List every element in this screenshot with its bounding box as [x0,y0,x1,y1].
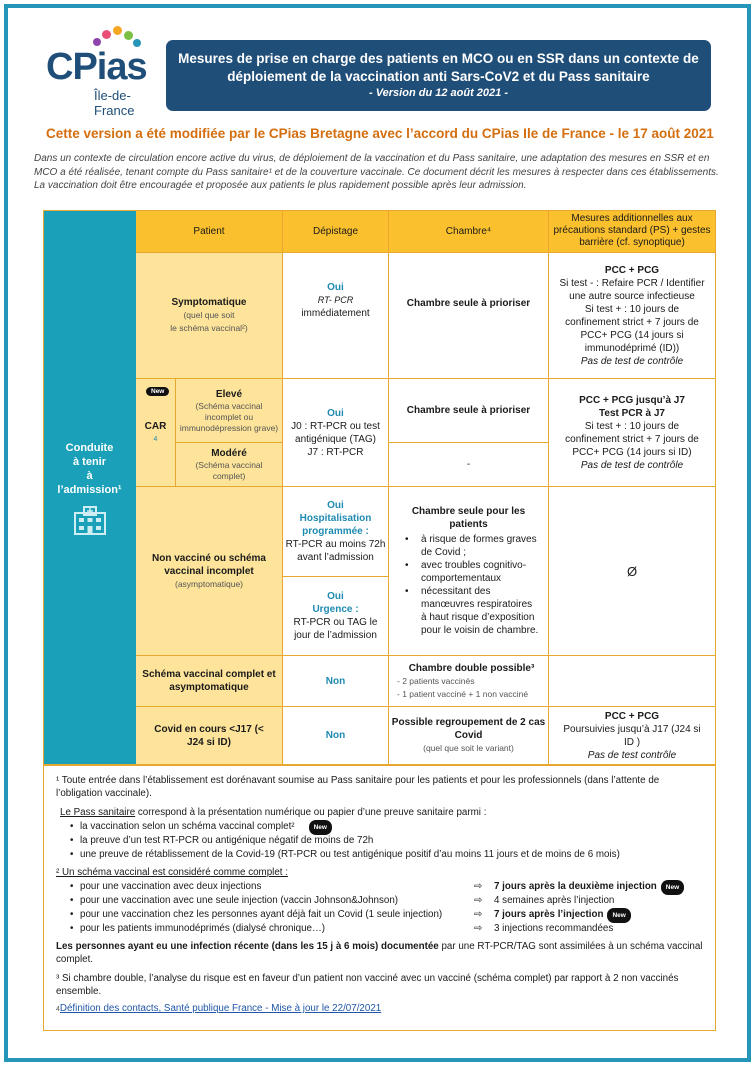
car-modere-sub: (Schéma vaccinal complet) [195,460,263,481]
logo-text: CPias [46,46,147,88]
row-complet-mesures [549,656,716,707]
recent-infection-note [44,940,715,966]
footnote-3: ³ Si chambre double, l’analyse du risque est en faveur d’un patient non vacciné avec un vacciné (schéma complet) par rapport à 2 non vaccinés ensemble. [56,973,679,997]
depistage-type: Urgence : [312,604,359,615]
car-label: CAR [144,420,167,432]
depistage-detail: RT-PCR ou TAG le jour de l’admission [293,617,378,641]
side-label-line: Conduite [65,441,114,454]
new-badge-text: New [146,387,169,396]
list-item: • à risque de formes graves de Covid ; [405,534,537,558]
footnote-1: ¹ Toute entrée dans l’établissement est dorénavant soumise au Pass sanitaire pour les patients et pour les professionnels (dans l’attente de l’obligation vaccinale). [56,775,660,799]
car-eleve-sub: (Schéma vaccinal incomplet ou immunodépression grave) [179,400,279,433]
patient-sublabel: (asymptomatique) [174,578,244,589]
logo-subtext: Île-de-France [94,88,135,118]
new-badge [146,380,169,398]
depistage-oui: Oui [327,500,344,511]
pass-item: • la preuve d’un test RT-PCR ou antigénique négatif de moins de 72h [70,835,374,846]
schema-result: 7 jours après la deuxième injection [494,881,657,892]
row-nonvaccine-chambre [389,487,549,656]
chambre-title: Chambre double possible³ [408,662,535,674]
chambre-option: - 1 patient vacciné + 1 non vacciné [397,688,529,699]
schema-item: • pour une vaccination avec deux injections ⇨ 7 jours après la deuxième injection New [44,880,715,893]
mesure-line: Pas de test de contrôle [580,355,684,367]
pass-sanitaire-title: Le Pass sanitaire [60,807,136,818]
row-car-eleve [176,379,283,443]
depistage-oui: Oui [327,591,344,602]
row-covid-chambre [389,707,549,765]
pass-item: • une preuve de rétablissement de la Covid-19 (RT-PCR ou test antigénique positif d’au moins 11 jours et de moins de 6 mois) [70,849,620,860]
footnotes [43,765,716,1031]
side-label [43,210,136,765]
row-car-modere [176,443,283,487]
depistage-oui: Oui [327,282,344,293]
mesure-line: Pas de test contrôle [587,749,677,761]
row-nonvaccine-patient [136,487,283,656]
row-covid-patient: Covid en cours <J17 (< J24 si ID) [136,707,283,765]
contacts-definition-link[interactable]: Définition des contacts, Santé publique France - Mise à jour le 22/07/2021 [59,1003,382,1014]
chambre-option: - 2 patients vaccinés [397,675,475,686]
patient-label: Symptomatique [171,297,247,308]
row-complet-depistage: Non [283,656,389,707]
mesure-line: PCC + PCG [604,264,660,276]
row-car-mesures [549,379,716,487]
row-covid-depistage: Non [283,707,389,765]
car-modere-label: Modéré [211,448,247,459]
footnote-4-num: 4 [56,1006,60,1013]
mesure-line: Poursuivies jusqu’à J17 (J24 si ID ) [563,723,701,748]
mesure-line: Pas de test de contrôle [580,459,684,471]
row-covid-mesures [549,707,716,765]
title-line-1: Mesures de prise en charge des patients en MCO ou en SSR dans un contexte de [178,51,699,66]
schema-complet-title: ² Un schéma vaccinal est considéré comme complet : [56,867,288,878]
row-nonvaccine-depistage-urgence [283,577,389,656]
depistage-j0: J0 : RT-PCR ou test antigénique (TAG) [291,420,380,445]
row-symptomatique-depistage [283,253,389,379]
schema-item: • pour une vaccination chez les personnes ayant déjà fait un Covid (1 seule injection) ⇨ 7 jours après l’injection New [44,908,715,921]
row-symptomatique-chambre: Chambre seule à prioriser [389,253,549,379]
car-eleve-label: Elevé [215,388,243,400]
schema-result: 4 semaines après l’injection [494,895,615,906]
chambre-list [397,533,540,637]
list-item: • avec troubles cognitivo-comportementaux [405,560,527,584]
mesure-line: PCC + PCG [604,710,660,722]
row-nonvaccine-mesures: Ø [549,487,716,656]
pass-item: • la vaccination selon un schéma vaccinal complet² New [44,820,715,835]
title-version: - Version du 12 août 2021 - [369,87,508,99]
mesure-line: Si test + : 10 jours de confinement strict + 7 jours de PCC+ PCG (14 jours si immunodéprimé (ID)) [565,303,699,354]
chambre-sub: (quel que soit le variant) [423,743,514,753]
depistage-j7: J7 : RT-PCR [307,446,364,458]
side-label-line: l’admission¹ [57,483,122,496]
header-chambre: Chambre⁴ [389,210,549,253]
pass-sanitaire-intro [44,806,715,819]
new-badge: New [661,880,684,895]
pass-sanitaire-desc: correspond à la présentation numérique ou papier d’une preuve sanitaire parmi : [135,807,487,818]
intro-paragraph: Dans un contexte de circulation encore active du virus, de déploiement de la vaccination et du Pass sanitaire, une adaptation des mesures en SSR et en MCO a été réalisée, tenant compte du Pass sanitaire¹ et de la couverture vaccinale. Ce document décrit les mesures à respecter dans ces établissements. La vaccination doit être encouragée et proposée aux patients le plus rapidement possible après leur admission. [34,153,719,191]
header-patient: Patient [136,210,283,253]
new-badge: New [607,908,630,923]
row-nonvaccine-depistage-programmee [283,487,389,577]
measures-table [43,210,716,765]
recent-infection-rest: par une RT-PCR/TAG sont assimilées à un schéma vaccinal complet. [56,941,703,965]
side-label-line: à [86,469,93,482]
title-banner [166,40,711,111]
new-badge: New [309,820,332,835]
mesure-line: Test PCR à J7 [599,407,665,419]
depistage-test: RT- PCR [317,295,354,305]
chambre-title: Possible regroupement de 2 cas Covid [391,717,546,741]
recent-infection-bold: Les personnes ayant eu une infection récente (dans les 15 j à 6 mois) documentée [56,941,439,952]
depistage-timing: immédiatement [301,308,370,319]
schema-item: • pour les patients immunodéprimés (dialysé chronique…) ⇨ 3 injections recommandées [70,923,614,934]
title-line-2: déploiement de la vaccination anti Sars-CoV2 et du Pass sanitaire [227,69,650,84]
mesure-line: PCC + PCG jusqu’à J7 [579,394,685,406]
row-car-depistage [283,379,389,487]
cpias-logo [46,30,156,118]
row-symptomatique-patient [136,253,283,379]
modification-note: Cette version a été modifiée par le CPias Bretagne avec l’accord du CPias Ile de France - le 17 août 2021 [46,126,714,141]
car-footnote: 4 [153,435,158,443]
row-complet-patient: Schéma vaccinal complet et asymptomatique [136,656,283,707]
row-car-chambre: Chambre seule à prioriser [389,379,549,443]
patient-sublabel: le schéma vaccinal²) [170,323,248,333]
schema-result: 7 jours après l’injection [494,909,604,920]
schema-item: • pour une vaccination avec une seule injection (vaccin Johnson&Johnson) ⇨ 4 semaines après l’injection [70,895,615,906]
depistage-detail: RT-PCR au moins 72h avant l’admission [285,539,386,563]
row-symptomatique-mesures [549,253,716,379]
patient-sublabel: (quel que soit [183,310,235,320]
footnote-4 [44,1002,715,1016]
row-complet-chambre [389,656,549,707]
hospital-icon [73,505,107,535]
depistage-type: Hospitalisation programmée : [299,513,372,537]
mesure-line: Si test - : Refaire PCR / Identifier une autre source infectieuse [559,277,705,302]
patient-label: Non vacciné ou schéma vaccinal incomplet [152,552,266,577]
depistage-oui: Oui [327,407,344,419]
schema-result: 3 injections recommandées [494,923,614,934]
list-item: • nécessitant des manœuvres respiratoires à haut risque d’exposition pour le voisin de chambre. [405,586,539,636]
chambre-title: Chambre seule pour les patients [411,506,526,530]
row-car-chambre-modere: - [389,443,549,487]
mesure-line: Si test + : 10 jours de confinement strict + 7 jours de PCC+ PCG (14 jours si ID) [565,420,699,458]
side-label-line: à tenir [72,455,106,468]
header-depistage: Dépistage [283,210,389,253]
header-mesures: Mesures additionnelles aux précautions standard (PS) + gestes barrière (cf. synoptique) [549,210,716,253]
